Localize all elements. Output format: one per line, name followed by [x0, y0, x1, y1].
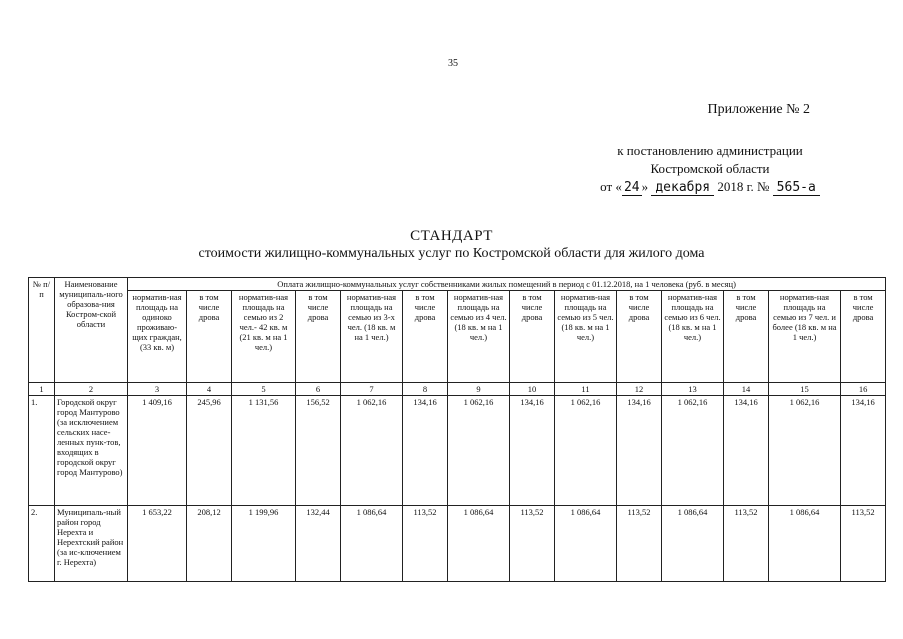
- header-no: № п/п: [29, 278, 55, 383]
- column-number: 13: [662, 383, 724, 396]
- cell-value: 1 086,64: [662, 506, 724, 582]
- date-prefix: от «: [600, 179, 622, 194]
- municipality-name: Муниципаль-ный район город Нерехта и Нерехтский район (за ис-ключением г. Нерехта): [55, 506, 128, 582]
- column-number-row: [29, 383, 886, 396]
- subheader: норматив-ная площадь на семью из 6 чел. (18 кв. м на 1 чел.): [662, 291, 724, 383]
- subheader: норматив-ная площадь на семью из 4 чел. (18 кв. м на 1 чел.): [448, 291, 510, 383]
- column-number: 8: [403, 383, 448, 396]
- subheader: в том числе дрова: [187, 291, 232, 383]
- subheader: норматив-ная площадь на семью из 7 чел. и более (18 кв. м на 1 чел.): [769, 291, 841, 383]
- cell-value: 113,52: [724, 506, 769, 582]
- standard-table: [28, 277, 886, 582]
- decree-number: 565-а: [773, 180, 820, 196]
- column-number: 5: [232, 383, 296, 396]
- cell-value: 1 086,64: [341, 506, 403, 582]
- cell-value: 1 086,64: [448, 506, 510, 582]
- column-number: 3: [128, 383, 187, 396]
- cell-value: 1 062,16: [555, 396, 617, 506]
- subheader: в том числе дрова: [724, 291, 769, 383]
- column-number: 10: [510, 383, 555, 396]
- document-subtitle: стоимости жилищно-коммунальных услуг по Костромской области для жилого дома: [198, 246, 705, 261]
- cell-value: 1 409,16: [128, 396, 187, 506]
- header-row-2: [29, 291, 886, 383]
- subheader: в том числе дрова: [841, 291, 886, 383]
- subheader: в том числе дрова: [403, 291, 448, 383]
- cell-value: 1 086,64: [769, 506, 841, 582]
- cell-value: 1 062,16: [662, 396, 724, 506]
- column-number: 1: [29, 383, 55, 396]
- cell-value: 1 086,64: [555, 506, 617, 582]
- subheader: норматив-ная площадь на семью из 3-х чел. (18 кв. м на 1 чел.): [341, 291, 403, 383]
- column-number: 11: [555, 383, 617, 396]
- decree-date-line: [560, 178, 860, 197]
- column-number: 2: [55, 383, 128, 396]
- cell-value: 134,16: [403, 396, 448, 506]
- column-number: 7: [341, 383, 403, 396]
- header-municipality: Наименование муниципаль-ного образова-ния Костром-ской области: [55, 278, 128, 383]
- subheader: норматив-ная площадь на семью из 5 чел. (18 кв. м на 1 чел.): [555, 291, 617, 383]
- subheader: в том числе дрова: [617, 291, 662, 383]
- header-payment-group: Оплата жилищно-коммунальных услуг собственниками жилых помещений в период с 01.12.2018, на 1 человека (руб. в месяц): [128, 278, 886, 291]
- subheader: норматив-ная площадь на одиноко проживаю-щих граждан, (33 кв. м): [128, 291, 187, 383]
- cell-value: 208,12: [187, 506, 232, 582]
- document-title: СТАНДАРТ: [410, 228, 493, 244]
- date-mid: »: [641, 179, 649, 194]
- cell-value: 1 131,56: [232, 396, 296, 506]
- column-number: 6: [296, 383, 341, 396]
- header-row-1: [29, 278, 886, 291]
- decree-year: 2018 г. №: [717, 179, 770, 194]
- decree-line-2: Костромской области: [650, 161, 770, 176]
- page-number: 35: [448, 58, 458, 69]
- column-number: 15: [769, 383, 841, 396]
- cell-value: 1 199,96: [232, 506, 296, 582]
- annex-label: Приложение № 2: [707, 102, 810, 117]
- table-row: [29, 396, 886, 506]
- column-number: 9: [448, 383, 510, 396]
- cell-value: 134,16: [724, 396, 769, 506]
- cell-value: 134,16: [617, 396, 662, 506]
- subheader: в том числе дрова: [296, 291, 341, 383]
- cell-value: 132,44: [296, 506, 341, 582]
- decree-line-1: к постановлению администрации: [617, 143, 803, 158]
- cell-value: 113,52: [617, 506, 662, 582]
- cell-value: 134,16: [841, 396, 886, 506]
- row-number: 2.: [29, 506, 55, 582]
- subheader: норматив-ная площадь на семью из 2 чел.- 42 кв. м (21 кв. м на 1 чел.): [232, 291, 296, 383]
- column-number: 4: [187, 383, 232, 396]
- decree-day: 24: [623, 180, 640, 195]
- decree-month: декабря: [651, 180, 714, 196]
- cell-value: 1 062,16: [448, 396, 510, 506]
- cell-value: 134,16: [510, 396, 555, 506]
- cell-value: 113,52: [510, 506, 555, 582]
- cell-value: 156,52: [296, 396, 341, 506]
- municipality-name: Городской округ город Мантурово (за исключением сельских насе-ленных пунк-тов, входящих в городской округ город Мантурово): [55, 396, 128, 506]
- column-number: 16: [841, 383, 886, 396]
- row-number: 1.: [29, 396, 55, 506]
- decree-reference: [560, 142, 860, 197]
- cell-value: 245,96: [187, 396, 232, 506]
- cell-value: 1 653,22: [128, 506, 187, 582]
- table-row: [29, 506, 886, 582]
- column-number: 12: [617, 383, 662, 396]
- cell-value: 1 062,16: [769, 396, 841, 506]
- cell-value: 113,52: [403, 506, 448, 582]
- column-number: 14: [724, 383, 769, 396]
- subheader: в том числе дрова: [510, 291, 555, 383]
- cell-value: 113,52: [841, 506, 886, 582]
- cell-value: 1 062,16: [341, 396, 403, 506]
